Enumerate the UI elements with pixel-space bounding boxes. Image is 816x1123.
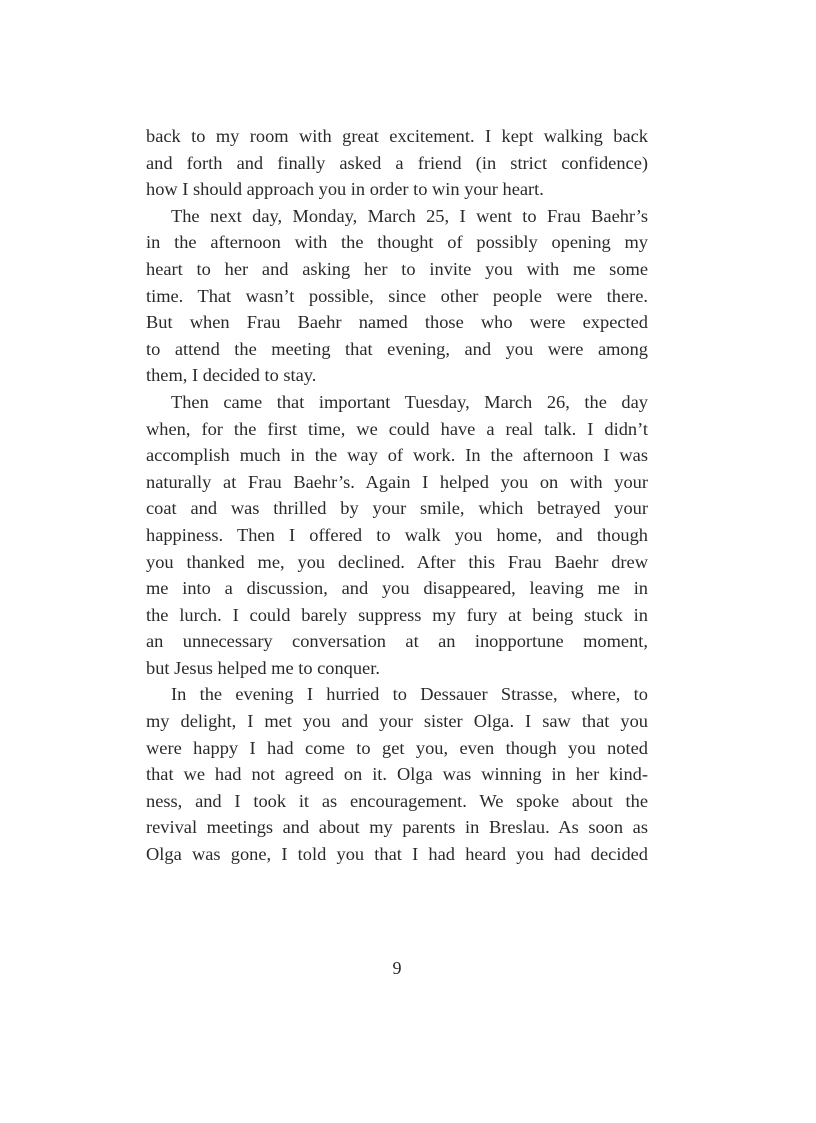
body-text	[146, 123, 648, 868]
text-line: accomplish much in the way of work. In the afternoon I was	[146, 445, 648, 466]
text-line: naturally at Frau Baehr’s. Again I helped you on with your	[146, 471, 648, 492]
text-line: Olga was gone, I told you that I had heard you had decided	[146, 844, 648, 865]
text-line: the lurch. I could barely suppress my fury at being stuck in	[146, 604, 648, 625]
text-line: my delight, I met you and your sister Olga. I saw that you	[146, 711, 648, 732]
text-line: in the afternoon with the thought of possibly opening my	[146, 232, 648, 253]
text-line: heart to her and asking her to invite you with me some	[146, 258, 648, 279]
text-line: ness, and I took it as encouragement. We spoke about the	[146, 790, 648, 811]
text-line: but Jesus helped me to conquer.	[146, 657, 380, 678]
text-line: back to my room with great excitement. I kept walking back	[146, 126, 648, 146]
text-line: me into a discussion, and you disappeared, leaving me in	[146, 578, 648, 599]
text-line: you thanked me, you declined. After this Frau Baehr drew	[146, 551, 648, 572]
text-line: and forth and finally asked a friend (in strict confidence)	[146, 152, 648, 173]
text-line: how I should approach you in order to win your heart.	[146, 179, 544, 200]
text-line: revival meetings and about my parents in Breslau. As soon as	[146, 817, 648, 838]
text-line: to attend the meeting that evening, and you were among	[146, 338, 648, 359]
text-line: coat and was thrilled by your smile, which betrayed your	[146, 498, 648, 519]
text-line: Then came that important Tuesday, March 26, the day	[171, 391, 648, 412]
text-line: time. That wasn’t possible, since other people were there.	[146, 285, 648, 306]
page-number: 9	[392, 958, 402, 978]
text-line: were happy I had come to get you, even though you noted	[146, 737, 648, 758]
text-line: The next day, Monday, March 25, I went to Frau Baehr’s	[171, 205, 648, 226]
text-line: happiness. Then I offered to walk you home, and though	[146, 524, 648, 545]
text-line: In the evening I hurried to Dessauer Strasse, where, to	[171, 684, 648, 705]
text-line: them, I decided to stay.	[146, 365, 317, 386]
text-line: when, for the first time, we could have a real talk. I didn’t	[146, 418, 648, 439]
text-line: But when Frau Baehr named those who were expected	[146, 312, 648, 333]
text-line: that we had not agreed on it. Olga was winning in her kind-	[146, 764, 648, 785]
text-line: an unnecessary conversation at an inopportune moment,	[146, 631, 648, 652]
